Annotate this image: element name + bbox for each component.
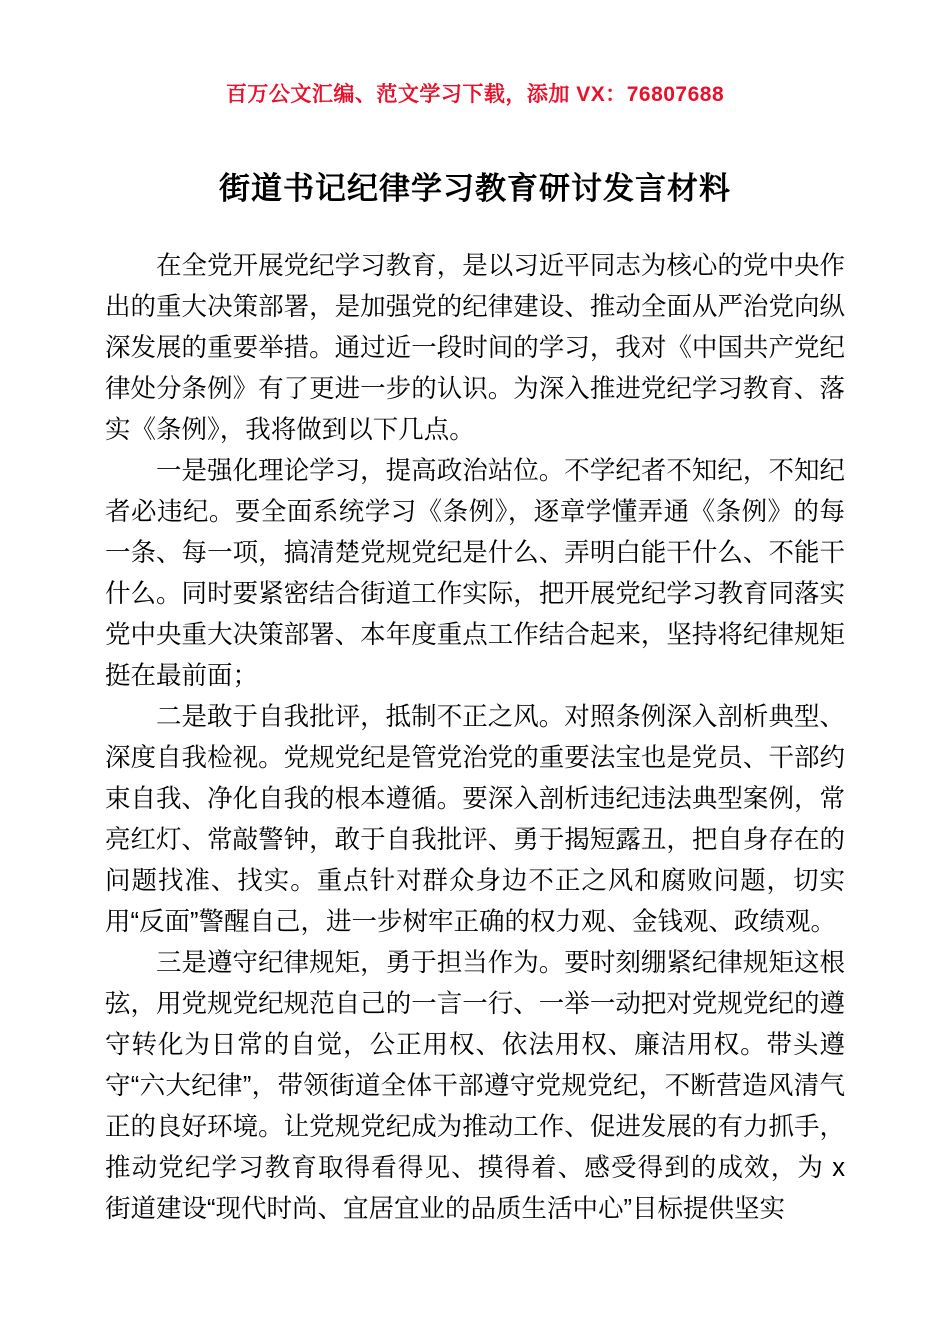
paragraph: 一是强化理论学习，提高政治站位。不学纪者不知纪，不知纪者必违纪。要全面系统学习《条例》，逐章学懂弄通《条例》的每一条、每一项，搞清楚党规党纪是什么、弄明白能干什么、不能干什么。同时要紧密结合街道工作实际，把开展党纪学习教育同落实党中央重大决策部署、本年度重点工作结合起来，坚持将纪律规矩挺在最前面； [105,457,845,691]
paragraph: 在全党开展党纪学习教育，是以习近平同志为核心的党中央作出的重大决策部署，是加强党的纪律建设、推动全面从严治党向纵深发展的重要举措。通过近一段时间的学习，我对《中国共产党纪律处分条例》有了更进一步的认识。为深入推进党纪学习教育、落实《条例》，我将做到以下几点。 [105,252,845,445]
paragraph: 二是敢于自我批评，抵制不正之风。对照条例深入剖析典型、深度自我检视。党规党纪是管党治党的重要法宝也是党员、干部约束自我、净化自我的根本遵循。要深入剖析违纪违法典型案例，常亮红灯、常敲警钟，敢于自我批评、勇于揭短露丑，把自身存在的问题找准、找实。重点针对群众身边不正之风和腐败问题，切实用“反面”警醒自己，进一步树牢正确的权力观、金钱观、政绩观。 [105,703,845,937]
paragraph: 三是遵守纪律规矩，勇于担当作为。要时刻绷紧纪律规矩这根弦，用党规党纪规范自己的一言一行、一举一动把对党规党纪的遵守转化为日常的自觉，公正用权、依法用权、廉洁用权。带头遵守“六大纪律”，带领街道全体干部遵守党规党纪，不断营造风清气正的良好环境。让党规党纪成为推动工作、促进发展的有力抓手，推动党纪学习教育取得看得见、摸得着、感受得到的成效，为 x 街道建设“现代时尚、宜居宜业的品质生活中心”目标提供坚实 [105,949,845,1224]
watermark-text: 百万公文汇编、范文学习下载，添加 VX：76807688 [225,83,725,106]
page-title: 街道书记纪律学习教育研讨发言材料 [219,171,731,207]
document-body [105,246,845,1230]
